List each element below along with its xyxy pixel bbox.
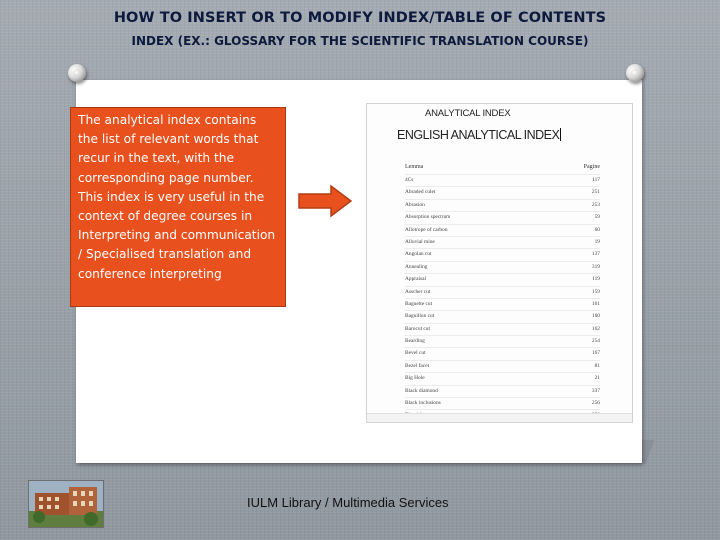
index-page: 60 [594, 226, 600, 233]
pushpin-right-icon [626, 64, 644, 82]
index-document [366, 103, 633, 423]
index-row [405, 261, 600, 273]
index-page: 251 [591, 189, 600, 196]
index-row [405, 397, 600, 409]
index-row [405, 199, 600, 211]
index-lemma: Abrasion [405, 201, 425, 208]
arrow-right-icon [297, 184, 353, 218]
document-heading: ANALYTICAL INDEX [425, 108, 511, 119]
index-lemma: Abraded culet [405, 189, 436, 196]
index-lemma: Bearding [405, 338, 425, 345]
index-row [405, 174, 600, 186]
slide-subtitle: INDEX (EX.: GLOSSARY FOR THE SCIENTIFIC TRANSLATION COURSE) [131, 34, 589, 48]
index-page: 59 [594, 214, 600, 221]
index-lemma: Bevel cut [405, 350, 426, 357]
index-page: 254 [591, 338, 600, 345]
index-page: 81 [594, 362, 600, 369]
index-row [405, 372, 600, 384]
index-lemma: Asscher cut [405, 288, 431, 295]
column-lemma: Lemma [405, 164, 424, 170]
index-row [405, 211, 600, 223]
index-row [405, 347, 600, 359]
index-page: 117 [592, 177, 600, 183]
index-page: 137 [591, 251, 600, 258]
index-row [405, 236, 600, 248]
index-page: 337 [591, 387, 600, 394]
index-lemma: Angolan cut [405, 251, 432, 258]
document-bottom-edge [367, 413, 632, 422]
index-page: 253 [591, 201, 600, 208]
index-row [405, 385, 600, 397]
index-row [405, 335, 600, 347]
index-row [405, 310, 600, 322]
index-page: 256 [591, 400, 600, 407]
index-row [405, 323, 600, 335]
index-lemma: Absorption spectrum [405, 214, 451, 221]
index-lemma: Black diamond [405, 387, 438, 394]
index-row [405, 286, 600, 298]
index-page: 161 [591, 300, 600, 307]
index-page: 19 [594, 238, 600, 245]
index-lemma: Annealing [405, 263, 428, 270]
index-page: 159 [591, 288, 600, 295]
index-lemma: Appraisal [405, 276, 426, 283]
index-row [405, 186, 600, 198]
text-cursor [560, 128, 561, 141]
pushpin-left-icon [68, 64, 86, 82]
slide-title: HOW TO INSERT OR TO MODIFY INDEX/TABLE OF CONTENTS [113, 10, 607, 26]
index-table-header [405, 164, 600, 170]
index-page: 162 [591, 325, 600, 332]
index-page: 319 [591, 263, 600, 270]
index-lemma: Black inclusions [405, 400, 441, 407]
index-lemma: Bezel facet [405, 362, 430, 369]
index-row [405, 273, 600, 285]
column-pages: Pagine [583, 164, 600, 170]
index-lemma: Alluvial mine [405, 238, 435, 245]
index-lemma: Baguette cut [405, 300, 433, 307]
index-row [405, 248, 600, 260]
index-lemma: Baguillon cut [405, 313, 435, 320]
index-page: 167 [591, 350, 600, 357]
index-lemma: Allotrope of carbon [405, 226, 448, 233]
index-row [405, 360, 600, 372]
index-table [405, 174, 600, 422]
callout-box: The analytical index contains the list of relevant words that recur in the text, with the corresponding page number. This index is very useful in the context of degree courses in Interpreting and communication / Specialised translation and conference interpreting [70, 107, 286, 307]
index-row [405, 224, 600, 236]
campus-building-photo [28, 480, 104, 528]
index-lemma: 4Cs [405, 177, 414, 183]
index-lemma: Barocut cut [405, 325, 430, 332]
index-lemma: Big Hole [405, 375, 425, 382]
index-page: 21 [594, 375, 600, 382]
index-row [405, 298, 600, 310]
index-page: 160 [591, 313, 600, 320]
document-subheading: ENGLISH ANALYTICAL INDEX [397, 128, 560, 142]
footer-credit: IULM Library / Multimedia Services [247, 495, 449, 510]
index-page: 119 [592, 276, 600, 283]
